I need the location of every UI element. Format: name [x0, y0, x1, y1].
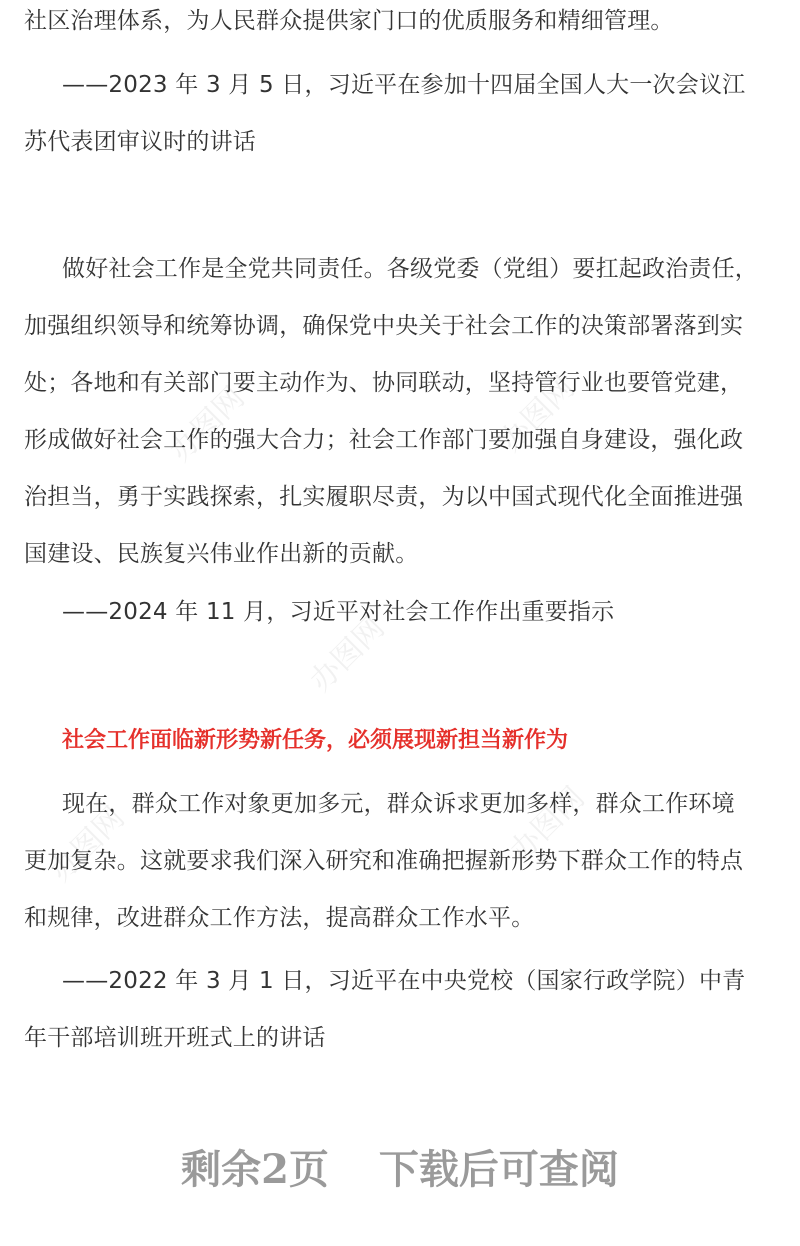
paragraph-line: 形成做好社会工作的强大合力；社会工作部门要加强自身建设，强化政 [24, 427, 744, 453]
download-to-view-text: 下载后可查阅 [378, 1146, 619, 1193]
paragraph-line: 加强组织领导和统筹协调，确保党中央关于社会工作的决策部署落到实 [24, 313, 744, 339]
paragraph-line: 国建设、民族复兴伟业作出新的贡献。 [24, 541, 419, 567]
paragraph-line: 现在，群众工作对象更加多元，群众诉求更加多样，群众工作环境 [62, 791, 735, 817]
source-citation: ——2023 年 3 月 5 日，习近平在参加十四届全国人大一次会议江 [62, 72, 746, 98]
watermark: 办图网 [493, 370, 582, 459]
watermark: 办图网 [303, 610, 392, 699]
paragraph-line: 和规律，改进群众工作方法，提高群众工作水平。 [24, 905, 535, 931]
paragraph-line: 更加复杂。这就要求我们深入研究和准确把握新形势下群众工作的特点 [24, 848, 744, 874]
source-citation-continued: 年干部培训班开班式上的讲话 [24, 1025, 326, 1051]
download-prompt[interactable] [0, 1138, 800, 1195]
source-citation: ——2022 年 3 月 1 日，习近平在中央党校（国家行政学院）中青 [62, 968, 746, 994]
watermark: 办图网 [43, 800, 132, 889]
paragraph-line: 社区治理体系，为人民群众提供家门口的优质服务和精细管理。 [24, 8, 674, 34]
source-citation: ——2024 年 11 月，习近平对社会工作作出重要指示 [62, 599, 615, 625]
paragraph-line: 处；各地和有关部门要主动作为、协同联动，坚持管行业也要管党建， [24, 370, 744, 396]
section-heading: 社会工作面临新形势新任务，必须展现新担当新作为 [62, 728, 569, 753]
watermark: 办图网 [163, 380, 252, 469]
watermark: 办图网 [503, 780, 592, 869]
paragraph-line: 做好社会工作是全党共同责任。各级党委（党组）要扛起政治责任， [62, 256, 758, 282]
source-citation-continued: 苏代表团审议时的讲话 [24, 129, 256, 155]
paragraph-line: 治担当，勇于实践探索，扎实履职尽责，为以中国式现代化全面推进强 [24, 484, 744, 510]
remaining-pages-text: 剩余2页 [181, 1146, 329, 1193]
